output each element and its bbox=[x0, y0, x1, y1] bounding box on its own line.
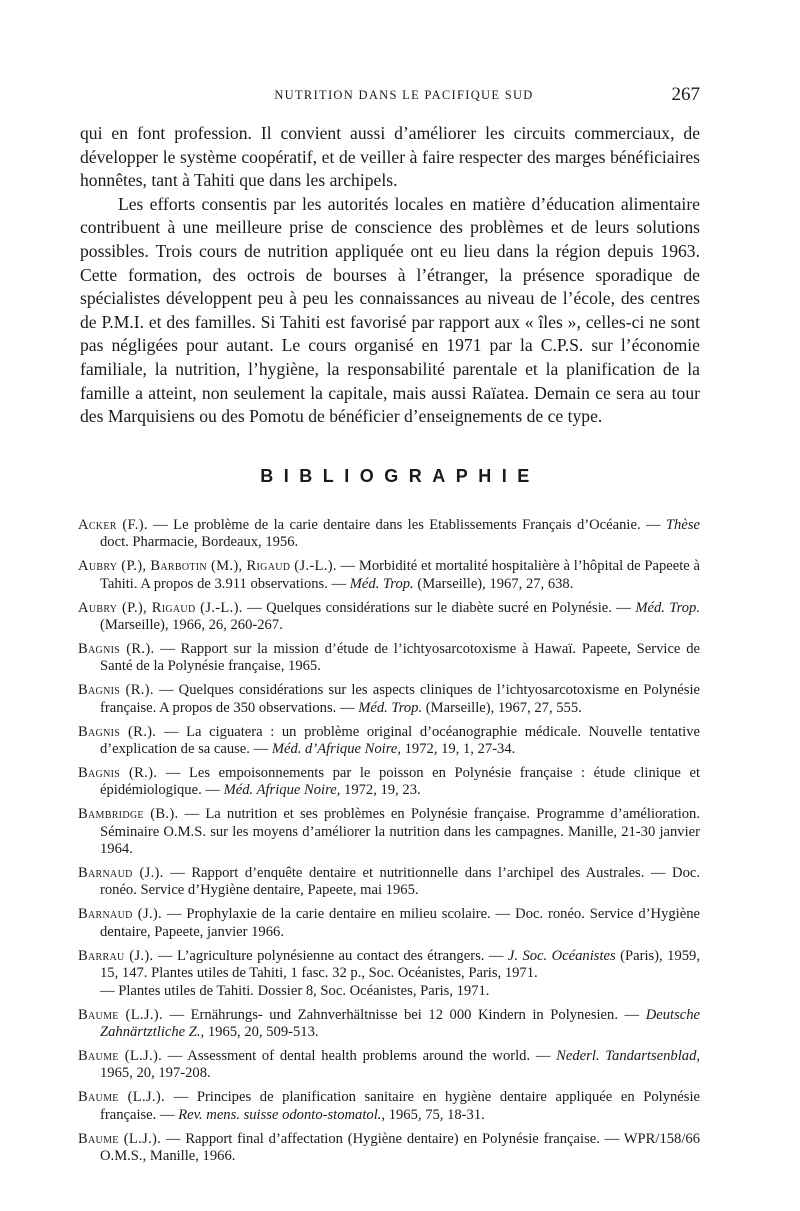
entry-journal: Deutsche Zahnärtztliche Z., bbox=[100, 1006, 701, 1041]
entry-details: doct. Pharmacie, Bordeaux, 1956. bbox=[100, 534, 299, 551]
entry-journal: Thèse bbox=[665, 517, 700, 533]
bibliography-entry-continuation bbox=[78, 983, 700, 1000]
entry-author: Bagnis (R.). bbox=[78, 640, 155, 657]
entry-author: Bagnis (R.). bbox=[78, 764, 158, 781]
entry-details: (Marseille), 1967, 27, 638. bbox=[413, 575, 574, 592]
entry-text: — Morbidité et mortalité hospitalière à l’hôpital de Papeete à Tahiti. A propos de 3.911 observations. — bbox=[100, 558, 700, 592]
entry-details: 1965, 20, 509-513. bbox=[204, 1024, 319, 1041]
running-title: NUTRITION DANS LE PACIFIQUE SUD bbox=[274, 88, 534, 102]
bibliography-entry bbox=[78, 906, 700, 941]
entry-text: — La ciguatera : un problème original d’océanographie médicale. Nouvelle tentative d’explication de sa cause. — bbox=[100, 723, 700, 757]
bibliography-entry bbox=[78, 517, 700, 552]
entry-text: — Assessment of dental health problems around the world. — bbox=[162, 1048, 557, 1065]
entry-author: Baume (L.J.). bbox=[78, 1089, 165, 1106]
entry-text: — La nutrition et ses problèmes en Polynésie française. Programme d’amélioration. Séminaire O.M.S. sur les moyens d’améliorer la nutrition dans les campagnes. Manille, 21-30 janvier 1964. bbox=[100, 806, 700, 857]
entry-text: — L’agriculture polynésienne au contact des étrangers. — bbox=[153, 947, 508, 964]
entry-text: — Ernährungs- und Zahnverhältnisse bei 12 000 Kindern in Polynesien. — bbox=[162, 1006, 646, 1023]
bibliography-entry bbox=[78, 724, 700, 759]
entry-text: — Principes de planification sanitaire en hygiène dentaire appliquée en Polynésie française. — bbox=[100, 1089, 701, 1123]
bibliography-entry bbox=[78, 765, 700, 800]
entry-journal: Méd. d’Afrique Noire, bbox=[271, 740, 401, 757]
entry-text: — Le problème de la carie dentaire dans les Etablissements Français d’Océanie. — bbox=[147, 517, 666, 533]
entry-journal: Méd. Trop. bbox=[349, 575, 414, 592]
bibliography-entry bbox=[78, 558, 700, 593]
entry-journal: J. Soc. Océanistes bbox=[507, 947, 616, 964]
entry-author: Baume (L.J.). bbox=[78, 1130, 162, 1147]
entry-details: 1965, 75, 18-31. bbox=[385, 1106, 485, 1123]
entry-details: (Marseille), 1967, 27, 555. bbox=[422, 699, 582, 716]
entry-author: Barrau (J.). bbox=[78, 947, 154, 964]
running-head bbox=[80, 84, 700, 108]
bibliography-entry bbox=[78, 682, 700, 717]
entry-author: Barnaud (J.). bbox=[78, 864, 164, 881]
bibliography-entry bbox=[78, 1131, 700, 1166]
entry-journal: Rev. mens. suisse odonto-stomatol., bbox=[178, 1106, 386, 1123]
bibliography-entry bbox=[78, 948, 700, 983]
bibliography-entry bbox=[78, 1089, 700, 1124]
entry-author: Bambridge (B.). bbox=[78, 806, 179, 823]
bibliography-entry bbox=[78, 806, 700, 858]
entry-text: — Rapport final d’affectation (Hygiène dentaire) en Polynésie française. — WPR/158/66 O.M.S., Manille, 1966. bbox=[100, 1130, 701, 1165]
bibliography-list bbox=[78, 517, 700, 1172]
entry-journal: Méd. Trop. bbox=[635, 599, 700, 616]
entry-author: Baume (L.J.). bbox=[78, 1048, 163, 1065]
entry-text: — Quelques considérations sur le diabète sucré en Polynésie. — bbox=[242, 599, 636, 616]
entry-text: — Rapport d’enquête dentaire et nutritionnelle dans l’archipel des Australes. — Doc. ronéo. Service d’Hygiène dentaire, Papeete, mai 1965. bbox=[100, 864, 700, 899]
entry-author: Bagnis (R.). bbox=[78, 723, 157, 740]
entry-text: — Quelques considérations sur les aspects cliniques de l’ichtyosarcotoxisme en Polynésie française. A propos de 350 observations. — bbox=[100, 682, 700, 716]
entry-details: 1972, 19, 23. bbox=[340, 782, 421, 799]
paragraph: qui en font profession. Il convient aussi d’améliorer les circuits commerciaux, de développer le système coopératif, et de veiller à faire respecter des marges bénéficiaires honnêtes, tant à Tahiti que dans les archipels. bbox=[80, 123, 700, 191]
entry-author: Baume (L.J.). bbox=[78, 1006, 163, 1023]
entry-journal: Méd. Trop. bbox=[358, 699, 423, 716]
entry-author: Aubry (P.), Barbotin (M.), Rigaud (J.-L.). bbox=[78, 558, 337, 575]
bibliography-title: BIBLIOGRAPHIE bbox=[260, 466, 540, 486]
entry-author: Bagnis (R.). bbox=[78, 682, 154, 699]
entry-journal: Nederl. Tandartsenblad, bbox=[556, 1048, 701, 1065]
page-number: 267 bbox=[671, 84, 700, 105]
entry-text: — Rapport sur la mission d’étude de l’ichtyosarcotoxisme à Hawaï. Papeete, Service de Santé de la Polynésie française, 1965. bbox=[100, 640, 700, 675]
entry-author: Acker (F.). bbox=[78, 517, 148, 533]
entry-text: — Plantes utiles de Tahiti. Dossier 8, Soc. Océanistes, Paris, 1971. bbox=[100, 983, 490, 1000]
bibliography-entry bbox=[78, 1007, 700, 1042]
entry-journal: Méd. Afrique Noire, bbox=[223, 782, 341, 799]
entry-text: — Prophylaxie de la carie dentaire en milieu scolaire. — Doc. ronéo. Service d’Hygiène dentaire, Papeete, janvier 1966. bbox=[100, 906, 700, 940]
entry-details: (Paris), 1959, 15, 147. Plantes utiles de Tahiti, 1 fasc. 32 p., Soc. Océanistes, Paris, 1971. bbox=[100, 947, 700, 981]
bibliography-entry bbox=[78, 1048, 700, 1083]
paragraph: Les efforts consentis par les autorités locales en matière d’éducation alimentaire contribuent à une meilleure prise de conscience des problèmes et de leurs solutions possibles. Trois cours de nutrition appliquée ont eu lieu dans la région depuis 1963. Cette formation, des octrois de bourses à l’étranger, la présence sporadique de spécialistes développent peu à peu les connaissances au niveau de l’école, des centres de P.M.I. et des familles. Si Tahiti est favorisé par rapport aux « îles », celles-ci ne sont pas négligées pour autant. Le cours organisé en 1971 par la C.P.S. sur l’économie familiale, la nutrition, l’hygiène, la responsabilité parentale et la planification de la famille a atteint, non seulement la capitale, mais aussi Raïatea. Demain ce sera au tour des Marquisiens ou des Pomotu de bénéficier d’enseignements de ce type. bbox=[80, 193, 700, 427]
body-text bbox=[80, 122, 700, 429]
entry-details: 1972, 19, 1, 27-34. bbox=[400, 740, 516, 757]
bibliography-entry bbox=[78, 600, 700, 635]
entry-details: (Marseille), 1966, 26, 260-267. bbox=[100, 617, 283, 634]
entry-details: 1965, 20, 197-208. bbox=[100, 1065, 211, 1082]
entry-text: — Les empoisonnements par le poisson en Polynésie française : étude clinique et épidémiologique. — bbox=[100, 764, 700, 799]
entry-author: Barnaud (J.). bbox=[78, 906, 162, 923]
entry-author: Aubry (P.), Rigaud (J.-L.). bbox=[78, 599, 243, 616]
bibliography-entry bbox=[78, 865, 700, 900]
bibliography-entry bbox=[78, 641, 700, 676]
